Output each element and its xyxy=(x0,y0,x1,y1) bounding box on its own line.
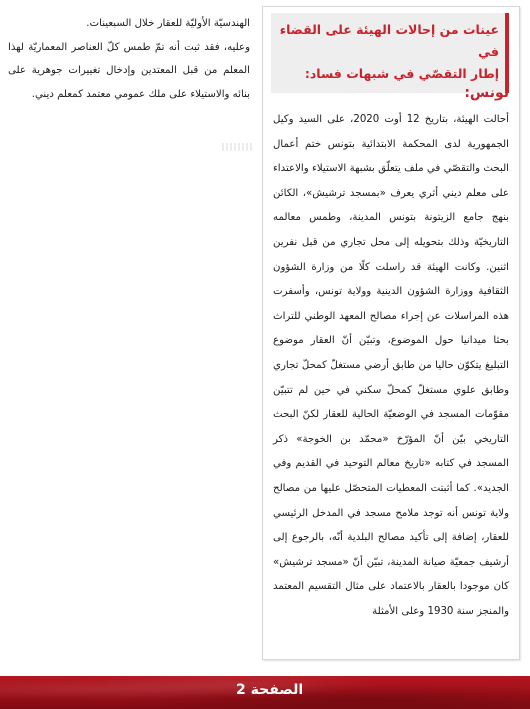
article-heading-line-2: إطار التقصّي في شبهات فساد: xyxy=(304,66,499,81)
page-number: الصفحة 2 xyxy=(236,682,304,698)
continuation-column xyxy=(8,12,250,106)
article-body xyxy=(273,108,509,624)
continuation-first-line: الهندسيّة الأوليّة للعقار خلال السبعينات. xyxy=(86,18,250,29)
article-heading-box xyxy=(271,13,509,93)
continuation-paragraph: وعليه، فقد ثبت أنه تمّ طمس كلّ العناصر المعماريّة لهذا المعلم من قبل المعتدين وإدخال تغييرات جوهرية على بنائه والاستيلاء على ملك عمومي معتمد كمعلم ديني. xyxy=(8,41,250,100)
article-city: تونس: xyxy=(464,85,509,101)
article-column xyxy=(262,6,520,660)
article-heading-line-1: عينات من إحالات الهيئة على القضاء في xyxy=(279,22,499,59)
page-footer xyxy=(0,676,530,709)
faint-scan-mark xyxy=(222,143,252,151)
article-paragraph: أحالت الهيئة، بتاريخ 12 أوت 2020، على السيد وكيل الجمهورية لدى المحكمة الابتدائية بتونس ختم أعمال البحث والتقصّي في ملف يتعلّق بشبهة الاستيلاء والاعتداء على معلم ديني أثري يعرف «بمسجد ترشيش»، الكائن بنهج جامع الزيتونة بتونس المدينة، وطمس معالمه التاريخيّة وذلك بتحويله إلى محل تجاري من قبل نفرين اثنين. وكانت الهيئة قد راسلت كلًا من وزارة الشؤون الثقافية ووزارة الشؤون الدينية وولاية تونس، وأسفرت هذه المراسلات عن إجراء مصالح المعهد الوطني للتراث بحثا ميدانيا حول الموضوع، وتبيّن أنّ العقار موضوع التبليغ يتكوّن حاليا من طابق أرضي مستغلّ كمحلّ تجاري وطابق علوي مستغلّ كمحلّ سكني في حين لم تتبيّن مقوّمات المسجد في الوضعيّة الحالية للعقار لكنّ البحث التاريخي بيّن أنّ المؤرّخ «محمّد بن الخوجة» ذكر المسجد في كتابه «تاريخ معالم التوحيد في القديم وفي الجديد». كما أثبتت المعطيات المتحصّل عليها من مصالح ولاية تونس أنه توجد ملامح مسجد في المدخل الرئيسي للعقار، إضافة إلى تأكيد مصالح البلدية أنّه، بالرجوع إلى أرشيف جمعيّة صيانة المدينة، تبيّن أنّ «مسجد ترشيش» كان موجودا بالعقار بالاعتماد على مثال التقسيم المعتمد والمنجز سنة 1930 وعلى الأمثلة xyxy=(273,114,509,617)
